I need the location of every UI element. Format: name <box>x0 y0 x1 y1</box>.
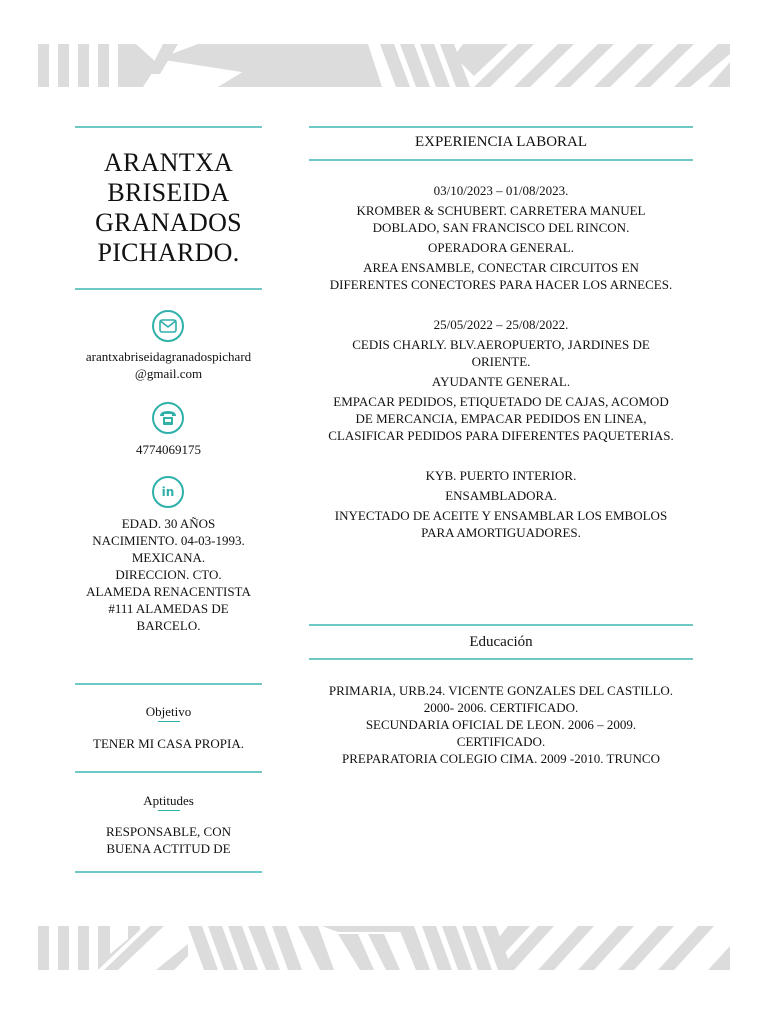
education-line: SECUNDARIA OFICIAL DE LEON. 2006 – 2009. <box>365 717 637 732</box>
divider <box>75 871 262 873</box>
telephone-icon <box>152 402 184 434</box>
job-description <box>300 259 702 293</box>
education-list <box>300 682 702 767</box>
stripes-pattern-icon <box>38 44 730 87</box>
desc-line: EMPACAR PEDIDOS, ETIQUETADO DE CAJAS, ACOMOD <box>333 394 669 409</box>
personal-line: DIRECCION. CTO. <box>115 567 222 582</box>
heading-underline <box>158 810 180 811</box>
email-line: arantxabriseidagranadospichard <box>85 349 252 364</box>
name-line: BRISEIDA <box>107 178 230 207</box>
job-dates: 03/10/2023 – 01/08/2023. <box>433 183 569 198</box>
education-line: 2000- 2006. CERTIFICADO. <box>423 700 579 715</box>
desc-line: DE MERCANCIA, EMPACAR PEDIDOS EN LINEA, <box>355 411 647 426</box>
desc-line: DIFERENTES CONECTORES PARA HACER LOS ARNECES. <box>329 277 673 292</box>
job-entry <box>300 316 702 444</box>
job-role: OPERADORA GENERAL. <box>428 240 574 255</box>
desc-line: CLASIFICAR PEDIDOS PARA DIFERENTES PAQUETERIAS. <box>328 428 674 443</box>
personal-line: NACIMIENTO. 04-03-1993. <box>92 533 245 548</box>
company-line: KROMBER & SCHUBERT. CARRETERA MANUEL <box>356 203 646 218</box>
divider <box>309 126 693 128</box>
desc-line: PARA AMORTIGUADORES. <box>421 525 581 540</box>
name-line: PICHARDO. <box>97 238 240 267</box>
objective-heading-label: Objetivo <box>145 704 192 719</box>
personal-line: MEXICANA. <box>131 550 206 565</box>
email-address[interactable] <box>70 348 267 382</box>
personal-line: #111 ALAMEDAS DE <box>108 601 229 616</box>
job-company <box>300 336 702 370</box>
objective-text: TENER MI CASA PROPIA. <box>93 736 244 751</box>
desc-line: AREA ENSAMBLE, CONECTAR CIRCUITOS EN <box>363 260 639 275</box>
heading-underline <box>158 721 180 722</box>
envelope-icon <box>152 310 184 342</box>
education-heading: Educación <box>469 634 533 650</box>
job-entry <box>300 182 702 293</box>
divider <box>75 288 262 290</box>
personal-line: BARCELO. <box>136 618 201 633</box>
desc-line: INYECTADO DE ACEITE Y ENSAMBLAR LOS EMBOLOS <box>334 508 668 523</box>
personal-line: ALAMEDA RENACENTISTA <box>86 584 251 599</box>
divider <box>309 624 693 626</box>
personal-line: EDAD. 30 AÑOS <box>121 516 216 531</box>
job-dates: 25/05/2022 – 25/08/2022. <box>433 317 569 332</box>
experience-heading: EXPERIENCIA LABORAL <box>414 134 588 150</box>
divider <box>75 771 262 773</box>
divider <box>309 658 693 660</box>
company-line: DOBLADO, SAN FRANCISCO DEL RINCON. <box>372 220 630 235</box>
job-description <box>300 393 702 444</box>
job-description <box>300 507 702 541</box>
divider <box>309 159 693 161</box>
candidate-name <box>75 148 262 268</box>
personal-info <box>72 515 265 634</box>
objective-heading <box>75 703 262 722</box>
skills-line: RESPONSABLE, CON <box>106 824 231 839</box>
divider <box>75 683 262 685</box>
job-company <box>300 202 702 236</box>
skills-heading <box>75 792 262 811</box>
job-company: KYB. PUERTO INTERIOR. <box>425 468 577 483</box>
decorative-banner-top <box>38 44 730 87</box>
phone-number[interactable]: 4774069175 <box>136 442 201 457</box>
job-role: ENSAMBLADORA. <box>445 488 557 503</box>
name-line: ARANTXA <box>103 148 234 177</box>
education-line: PREPARATORIA COLEGIO CIMA. 2009 -2010. TRUNCO <box>342 751 660 766</box>
linkedin-icon[interactable]: in <box>152 476 184 508</box>
company-line: ORIENTE. <box>471 354 531 369</box>
education-line: PRIMARIA, URB.24. VICENTE GONZALES DEL CASTILLO. <box>328 683 674 698</box>
stripes-pattern-icon <box>38 926 730 970</box>
skills-heading-label: Aptitudes <box>143 793 194 808</box>
email-line: @gmail.com <box>134 366 203 381</box>
decorative-banner-bottom <box>38 926 730 970</box>
name-line: GRANADOS <box>95 208 242 237</box>
education-line: CERTIFICADO. <box>456 734 546 749</box>
company-line: CEDIS CHARLY. BLV.AEROPUERTO, JARDINES DE <box>352 337 650 352</box>
skills-line: BUENA ACTITUD DE <box>106 841 231 856</box>
skills-text <box>75 823 262 857</box>
divider <box>75 126 262 128</box>
job-entry <box>300 467 702 541</box>
job-role: AYUDANTE GENERAL. <box>431 374 571 389</box>
